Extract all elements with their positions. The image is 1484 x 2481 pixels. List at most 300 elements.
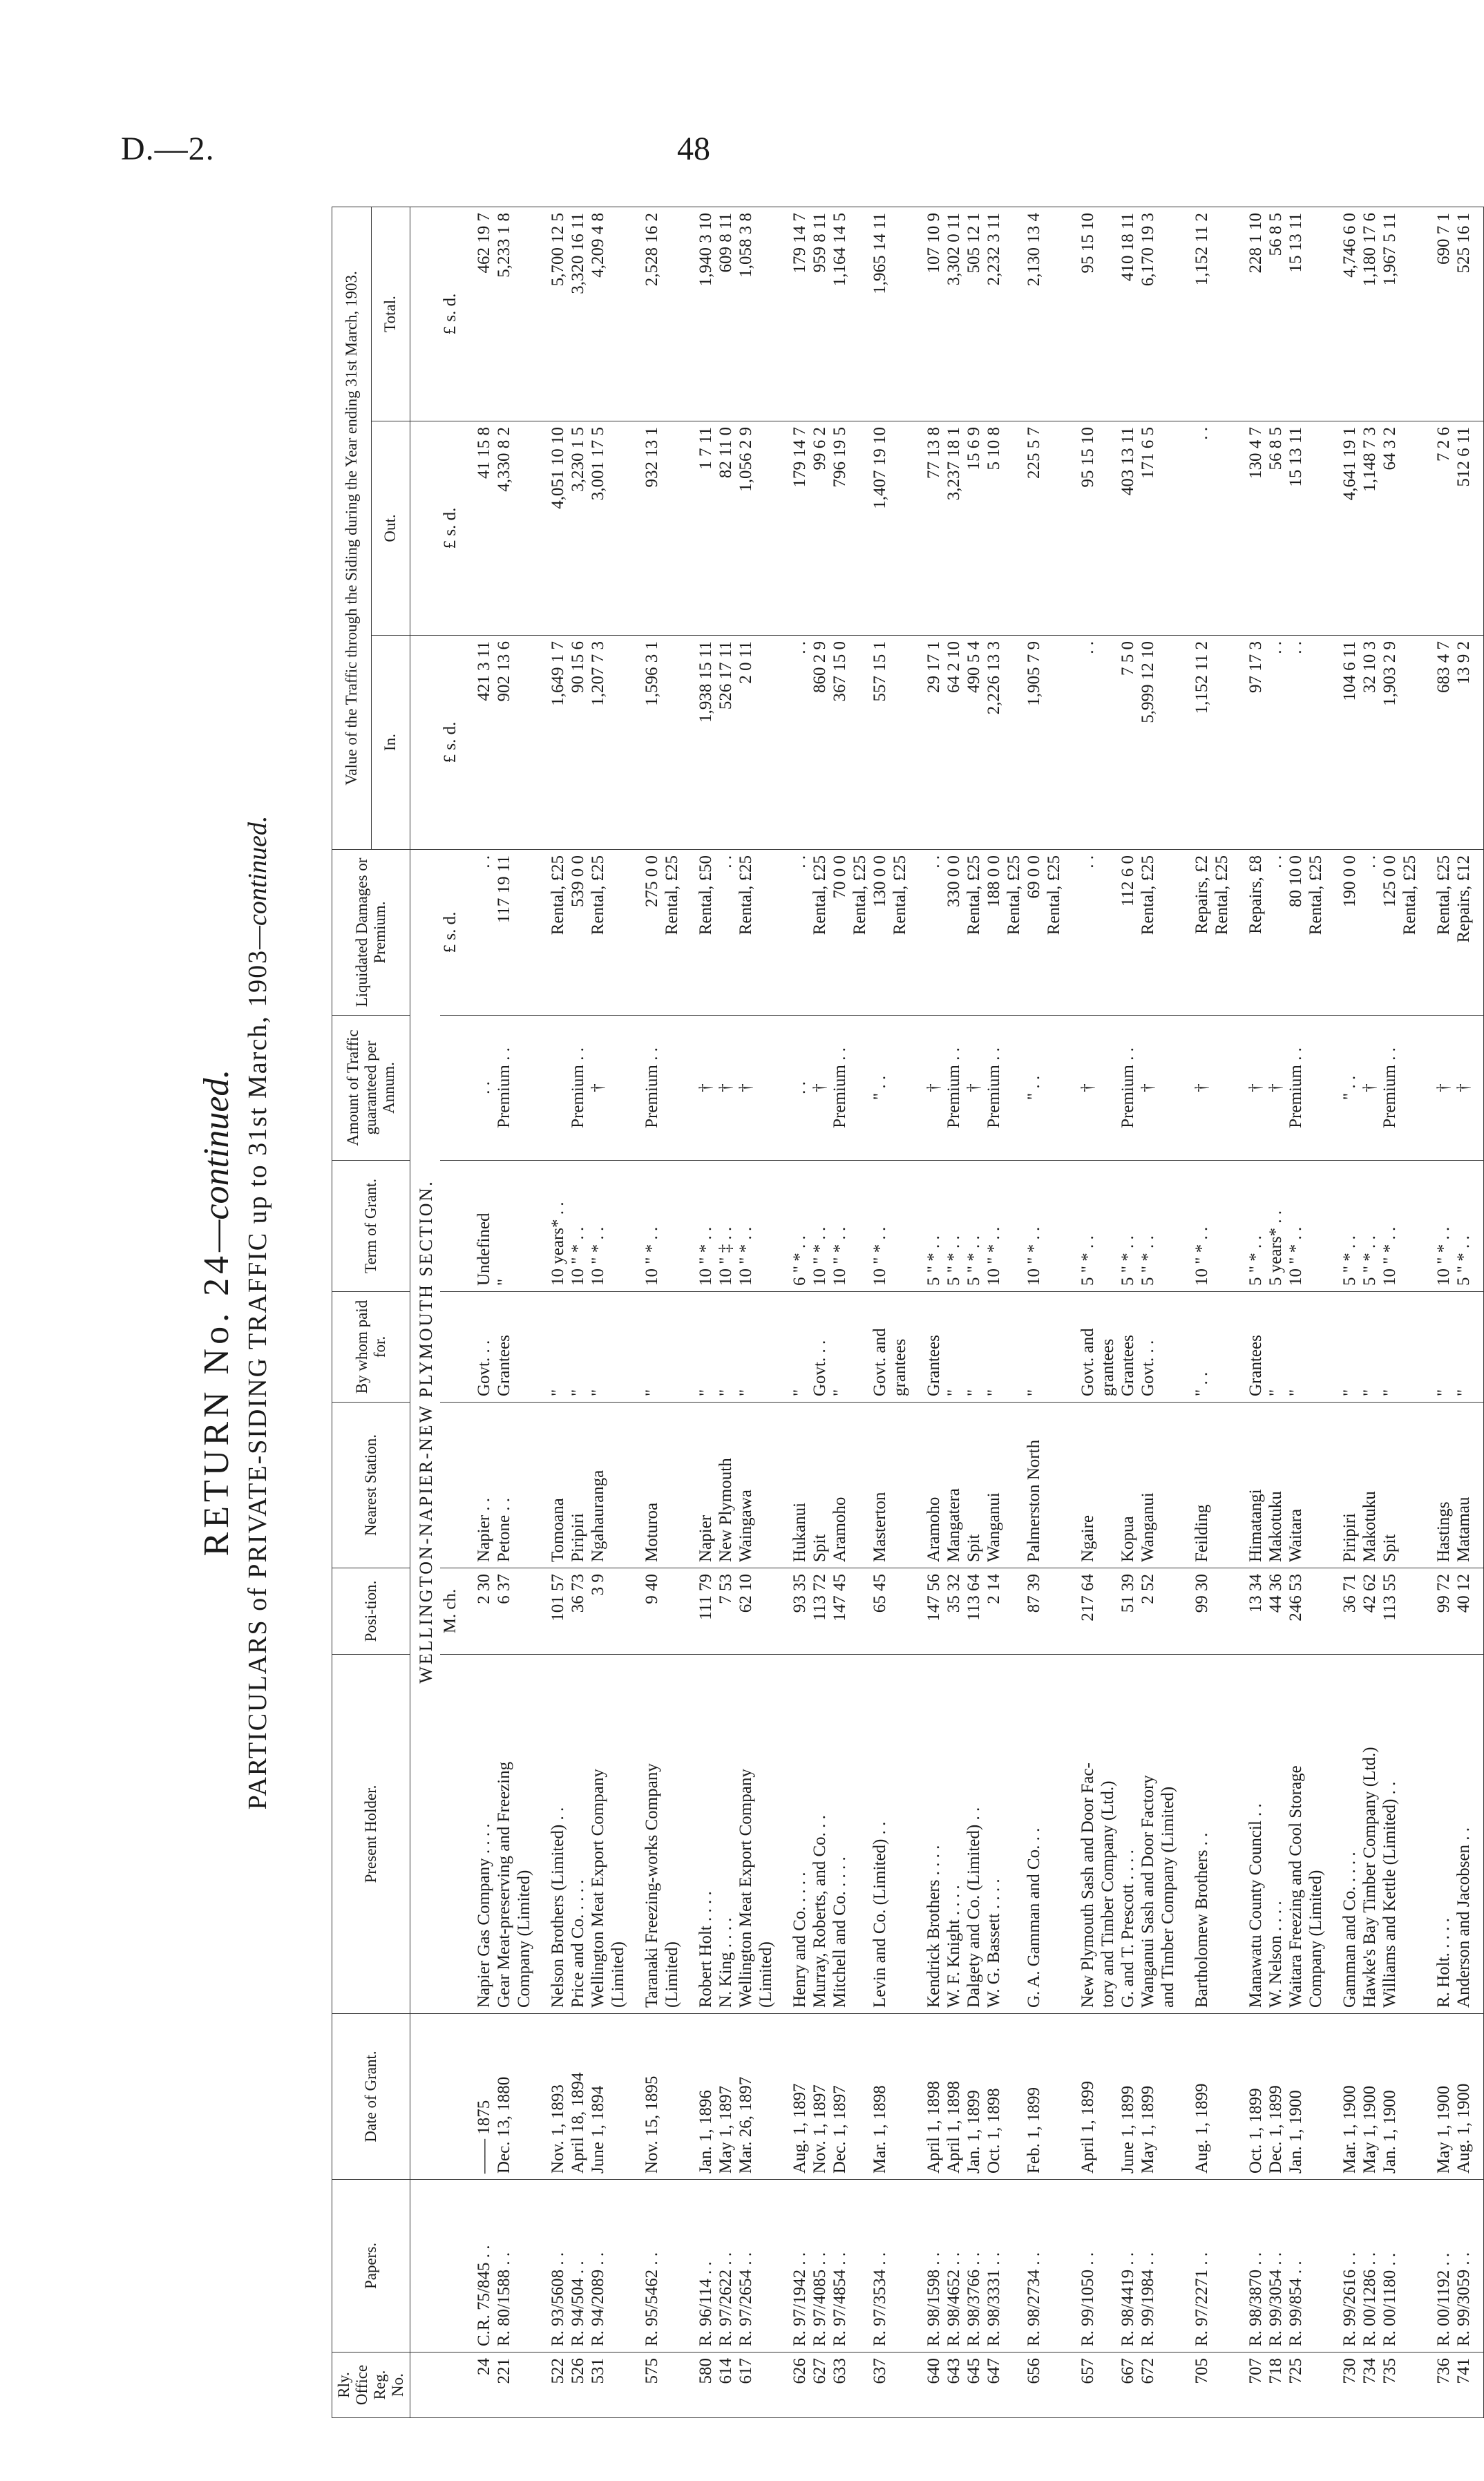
header-total: Total. [371, 207, 410, 421]
cell-nearest-station: Wanganui [984, 1403, 1004, 1568]
cell-papers: R. 98/4652 . . [944, 2180, 964, 2352]
cell-reg-no: 741 [1454, 2352, 1484, 2418]
cell-date-of-grant: Dec. 13, 1880 [494, 2014, 514, 2180]
cell-reg-no: 575 [628, 2352, 662, 2418]
cell-term-of-grant [1400, 1161, 1420, 1292]
cell-amount-guaranteed: † [1064, 1016, 1098, 1161]
cell-amount-guaranteed [1306, 1016, 1326, 1161]
cell-damages-or-premium: 112 6 0 [1118, 850, 1138, 1016]
cell-position: 147 45 [830, 1568, 850, 1655]
cell-term-of-grant: 10 " * . . [682, 1161, 716, 1292]
cell-value-out: 130 4 7 [1232, 421, 1266, 636]
cell-present-holder: (Limited) [608, 1655, 628, 2014]
cell-present-holder: Robert Holt . . . . [682, 1655, 716, 2014]
cell-present-holder [1400, 1655, 1420, 2014]
return-title [196, 207, 237, 2418]
cell-nearest-station [1400, 1403, 1420, 1568]
cell-term-of-grant [514, 1161, 534, 1292]
cell-date-of-grant [850, 2014, 870, 2180]
cell-position: 35 32 [944, 1568, 964, 1655]
cell-position: 93 35 [776, 1568, 810, 1655]
cell-value-total: 609 8 11 [716, 207, 736, 421]
cell-nearest-station: Himatangi [1232, 1403, 1266, 1568]
cell-value-total [1306, 207, 1326, 421]
cell-value-in: 29 17 1 [910, 636, 944, 850]
cell-paid-for: Grantees [1118, 1292, 1138, 1403]
cell-value-in: 557 15 1 [870, 636, 890, 850]
cell-value-out: . . [1178, 421, 1212, 636]
cell-value-in [1212, 636, 1232, 850]
cell-date-of-grant [608, 2014, 628, 2180]
cell-value-total: 1,967 5 11 [1380, 207, 1400, 421]
cell-value-in: 5,999 12 10 [1138, 636, 1158, 850]
table-row [1212, 207, 1232, 2417]
cell-reg-no: 667 [1118, 2352, 1138, 2418]
table-row [1326, 207, 1360, 2417]
cell-value-out [1098, 421, 1118, 636]
table-row [890, 207, 910, 2417]
cell-papers: R. 97/2622 . . [716, 2180, 736, 2352]
cell-damages-or-premium: Rental, £25 [1004, 850, 1024, 1016]
cell-reg-no [850, 2352, 870, 2418]
cell-term-of-grant [662, 1161, 682, 1292]
cell-damages-or-premium: 117 19 11 [494, 850, 514, 1016]
cell-reg-no: 522 [534, 2352, 568, 2418]
cell-value-in: 367 15 0 [830, 636, 850, 850]
cell-value-in: 683 4 7 [1420, 636, 1454, 850]
cell-date-of-grant [890, 2014, 910, 2180]
cell-present-holder: Murray, Roberts, and Co. . . [810, 1655, 830, 2014]
cell-paid-for: " [1266, 1292, 1286, 1403]
cell-date-of-grant [514, 2014, 534, 2180]
cell-damages-or-premium: Rental, £25 [1306, 850, 1326, 1016]
cell-paid-for: " . . [1178, 1292, 1212, 1403]
cell-reg-no: 735 [1380, 2352, 1400, 2418]
cell-papers: R. 94/504 . . [568, 2180, 588, 2352]
table-row [1306, 207, 1326, 2417]
cell-date-of-grant [1306, 2014, 1326, 2180]
table-row [1158, 207, 1178, 2417]
cell-reg-no [890, 2352, 910, 2418]
cell-value-out [756, 421, 776, 636]
cell-present-holder: G. and T. Prescott . . . . [1118, 1655, 1138, 2014]
cell-paid-for: Govt. and [870, 1292, 890, 1403]
cell-paid-for [514, 1292, 534, 1403]
cell-paid-for: Govt. and [1064, 1292, 1098, 1403]
cell-nearest-station: Ngaire [1064, 1403, 1098, 1568]
table-row [984, 207, 1004, 2417]
return-subtitle [242, 207, 273, 2418]
table-row [682, 207, 716, 2417]
cell-position [662, 1568, 682, 1655]
cell-paid-for: " [1326, 1292, 1360, 1403]
cell-value-in: 1,905 7 9 [1024, 636, 1044, 850]
cell-papers [1400, 2180, 1420, 2352]
header-term: Term of Grant. [332, 1161, 410, 1292]
cell-term-of-grant: 10 " * . . [736, 1161, 756, 1292]
cell-term-of-grant: 10 " * . . [830, 1161, 850, 1292]
cell-position: 147 56 [910, 1568, 944, 1655]
cell-date-of-grant: June 1, 1899 [1118, 2014, 1138, 2180]
cell-present-holder: Hawke's Bay Timber Company (Ltd.) [1360, 1655, 1380, 2014]
cell-value-total [1400, 207, 1420, 421]
cell-position [514, 1568, 534, 1655]
cell-present-holder: R. Holt. . . . . [1420, 1655, 1454, 2014]
cell-date-of-grant: April 1, 1899 [1064, 2014, 1098, 2180]
cell-position: 65 45 [870, 1568, 890, 1655]
cell-value-total [608, 207, 628, 421]
cell-value-in [1306, 636, 1326, 850]
cell-term-of-grant: 5 " * . . [1360, 1161, 1380, 1292]
table-row [460, 207, 494, 2417]
cell-damages-or-premium: 275 0 0 [628, 850, 662, 1016]
cell-present-holder: Wanganui Sash and Door Factory [1138, 1655, 1158, 2014]
cell-papers [514, 2180, 534, 2352]
cell-papers: R. 80/1588 . . [494, 2180, 514, 2352]
cell-damages-or-premium: . . [910, 850, 944, 1016]
cell-damages-or-premium: Rental, £25 [890, 850, 910, 1016]
cell-term-of-grant: 10 " * . . [1024, 1161, 1044, 1292]
cell-value-total: 410 18 11 [1118, 207, 1138, 421]
cell-amount-guaranteed: Premium . . [568, 1016, 588, 1161]
cell-damages-or-premium: Rental, £25 [534, 850, 568, 1016]
cell-value-total [1212, 207, 1232, 421]
cell-papers: R. 95/5462 . . [628, 2180, 662, 2352]
table-row [1024, 207, 1044, 2417]
cell-value-in: 13 9 2 [1454, 636, 1484, 850]
cell-paid-for [850, 1292, 870, 1403]
cell-amount-guaranteed: † [1178, 1016, 1212, 1161]
table-row [830, 207, 850, 2417]
cell-date-of-grant: Oct. 1, 1899 [1232, 2014, 1266, 2180]
cell-term-of-grant: 5 " * . . [964, 1161, 984, 1292]
table-row [1400, 207, 1420, 2417]
table-row [1118, 207, 1138, 2417]
cell-papers: R. 00/1180 . . [1380, 2180, 1400, 2352]
cell-position: 2 14 [984, 1568, 1004, 1655]
header-nearest-station: Nearest Station. [332, 1403, 410, 1568]
cell-reg-no [1212, 2352, 1232, 2418]
cell-nearest-station: Spit [810, 1403, 830, 1568]
header-position: Posi-tion. [332, 1568, 410, 1655]
cell-reg-no: 734 [1360, 2352, 1380, 2418]
cell-value-total: 56 8 5 [1266, 207, 1286, 421]
out-unit: £ s. d. [440, 421, 460, 636]
cell-nearest-station [1158, 1403, 1178, 1568]
cell-papers: R. 98/1598 . . [910, 2180, 944, 2352]
table-row [776, 207, 810, 2417]
cell-value-out [1158, 421, 1178, 636]
cell-position: 2 30 [460, 1568, 494, 1655]
cell-position: 111 79 [682, 1568, 716, 1655]
cell-value-in: 1,207 7 3 [588, 636, 608, 850]
cell-amount-guaranteed: † [810, 1016, 830, 1161]
cell-position: 101 57 [534, 1568, 568, 1655]
cell-term-of-grant: 5 " * . . [1232, 1161, 1266, 1292]
cell-present-holder: N. King . . . . [716, 1655, 736, 2014]
cell-damages-or-premium: Rental, £25 [810, 850, 830, 1016]
table-row [1286, 207, 1306, 2417]
cell-value-out: 1,148 7 3 [1360, 421, 1380, 636]
cell-value-total: 1,152 11 2 [1178, 207, 1212, 421]
section-title: WELLINGTON-NAPIER-NEW PLYMOUTH SECTION. [410, 850, 441, 2014]
cell-value-in: 104 6 11 [1326, 636, 1360, 850]
cell-papers: R. 97/4085 . . [810, 2180, 830, 2352]
rotated-table-frame [193, 207, 1473, 2418]
cell-value-total: 1,164 14 5 [830, 207, 850, 421]
cell-position [608, 1568, 628, 1655]
cell-present-holder: Nelson Brothers (Limited) . . [534, 1655, 568, 2014]
cell-amount-guaranteed [1212, 1016, 1232, 1161]
cell-papers: R. 00/1286 . . [1360, 2180, 1380, 2352]
cell-position: 2 52 [1138, 1568, 1158, 1655]
cell-value-out: 5 10 8 [984, 421, 1004, 636]
cell-value-in: 97 17 3 [1232, 636, 1266, 850]
cell-present-holder [890, 1655, 910, 2014]
cell-damages-or-premium: 330 0 0 [944, 850, 964, 1016]
cell-value-out: 1 7 11 [682, 421, 716, 636]
cell-paid-for [756, 1292, 776, 1403]
cell-reg-no: 736 [1420, 2352, 1454, 2418]
cell-value-out: 225 5 7 [1024, 421, 1044, 636]
page-identifier: D.—2. [121, 131, 215, 167]
cell-value-in: 1,649 1 7 [534, 636, 568, 850]
cell-value-in: 7 5 0 [1118, 636, 1138, 850]
cell-date-of-grant: May 1, 1897 [716, 2014, 736, 2180]
cell-amount-guaranteed: † [910, 1016, 944, 1161]
cell-paid-for [1044, 1292, 1064, 1403]
cell-present-holder: Anderson and Jacobsen . . [1454, 1655, 1484, 2014]
cell-reg-no: 643 [944, 2352, 964, 2418]
cell-value-total [756, 207, 776, 421]
cell-term-of-grant: 5 " * . . [1454, 1161, 1484, 1292]
cell-present-holder: Wellington Meat Export Company [588, 1655, 608, 2014]
cell-position: 113 72 [810, 1568, 830, 1655]
cell-reg-no: 626 [776, 2352, 810, 2418]
table-row [608, 207, 628, 2417]
cell-date-of-grant: Aug. 1, 1899 [1178, 2014, 1212, 2180]
return-subtitle-continued: —continued. [243, 815, 272, 949]
cell-position: 51 39 [1118, 1568, 1138, 1655]
cell-nearest-station [756, 1403, 776, 1568]
cell-value-total: 4,746 6 0 [1326, 207, 1360, 421]
cell-amount-guaranteed: † [964, 1016, 984, 1161]
cell-nearest-station: Mangatera [944, 1403, 964, 1568]
cell-position [1044, 1568, 1064, 1655]
cell-amount-guaranteed: † [588, 1016, 608, 1161]
cell-position: 9 40 [628, 1568, 662, 1655]
cell-value-in: 902 13 6 [494, 636, 514, 850]
cell-reg-no [608, 2352, 628, 2418]
cell-nearest-station [1044, 1403, 1064, 1568]
cell-papers: R. 99/1984 . . [1138, 2180, 1158, 2352]
cell-date-of-grant: Nov. 15, 1895 [628, 2014, 662, 2180]
cell-date-of-grant: May 1, 1900 [1360, 2014, 1380, 2180]
cell-date-of-grant [756, 2014, 776, 2180]
cell-value-total: 505 12 1 [964, 207, 984, 421]
table-row [534, 207, 568, 2417]
cell-value-total: 525 16 1 [1454, 207, 1484, 421]
cell-value-out [890, 421, 910, 636]
cell-nearest-station: Makotuku [1360, 1403, 1380, 1568]
cell-value-in: 64 2 10 [944, 636, 964, 850]
cell-date-of-grant [1158, 2014, 1178, 2180]
cell-value-out: 932 13 1 [628, 421, 662, 636]
cell-nearest-station: Spit [1380, 1403, 1400, 1568]
header-present-holder: Present Holder. [332, 1655, 410, 2014]
cell-damages-or-premium: . . [460, 850, 494, 1016]
cell-value-out [662, 421, 682, 636]
cell-position: 40 12 [1454, 1568, 1484, 1655]
cell-reg-no [1044, 2352, 1064, 2418]
cell-date-of-grant [1212, 2014, 1232, 2180]
cell-damages-or-premium: 539 0 0 [568, 850, 588, 1016]
table-row [1044, 207, 1064, 2417]
cell-damages-or-premium: Rental, £25 [588, 850, 608, 1016]
cell-damages-or-premium: . . [1360, 850, 1380, 1016]
cell-damages-or-premium: 190 0 0 [1326, 850, 1360, 1016]
cell-value-out [1306, 421, 1326, 636]
cell-date-of-grant: Jan. 1, 1899 [964, 2014, 984, 2180]
cell-nearest-station: Aramoho [830, 1403, 850, 1568]
cell-present-holder: Wellington Meat Export Company [736, 1655, 756, 2014]
cell-term-of-grant: 10 " * . . [1420, 1161, 1454, 1292]
page-number: 48 [677, 131, 710, 167]
cell-reg-no [1306, 2352, 1326, 2418]
cell-reg-no: 617 [736, 2352, 756, 2418]
cell-position: 87 39 [1024, 1568, 1044, 1655]
cell-papers: R. 98/3870 . . [1232, 2180, 1266, 2352]
cell-papers: R. 99/854 . . [1286, 2180, 1306, 2352]
cell-value-in [514, 636, 534, 850]
cell-nearest-station: Wanganui [1138, 1403, 1158, 1568]
cell-present-holder: W. Nelson . . . . [1266, 1655, 1286, 2014]
cell-papers [608, 2180, 628, 2352]
table-row [662, 207, 682, 2417]
cell-nearest-station: Spit [964, 1403, 984, 1568]
cell-position: 113 55 [1380, 1568, 1400, 1655]
cell-papers: C.R. 75/845 . . [460, 2180, 494, 2352]
cell-date-of-grant: April 18, 1894 [568, 2014, 588, 2180]
cell-value-out: 4,641 19 1 [1326, 421, 1360, 636]
cell-papers: R. 93/5608 . . [534, 2180, 568, 2352]
cell-papers: R. 99/3059 . . [1454, 2180, 1484, 2352]
cell-position [1400, 1568, 1420, 1655]
cell-term-of-grant: 10 " * . . [1380, 1161, 1400, 1292]
cell-papers: R. 97/4854 . . [830, 2180, 850, 2352]
cell-date-of-grant [1004, 2014, 1024, 2180]
cell-reg-no [1158, 2352, 1178, 2418]
cell-reg-no [1004, 2352, 1024, 2418]
cell-nearest-station [514, 1403, 534, 1568]
cell-present-holder: and Timber Company (Limited) [1158, 1655, 1178, 2014]
cell-value-total [662, 207, 682, 421]
cell-papers: R. 99/2616 . . [1326, 2180, 1360, 2352]
cell-term-of-grant: 5 " * . . [944, 1161, 964, 1292]
cell-amount-guaranteed: " . . [1326, 1016, 1360, 1161]
cell-nearest-station [1212, 1403, 1232, 1568]
cell-damages-or-premium: . . [1266, 850, 1286, 1016]
cell-term-of-grant: 10 " * . . [1178, 1161, 1212, 1292]
cell-term-of-grant [608, 1161, 628, 1292]
cell-papers: R. 98/4419 . . [1118, 2180, 1138, 2352]
cell-amount-guaranteed [1044, 1016, 1064, 1161]
cell-present-holder: Mitchell and Co. . . . . [830, 1655, 850, 2014]
cell-position: 7 53 [716, 1568, 736, 1655]
cell-value-in [662, 636, 682, 850]
cell-term-of-grant: 5 years* . . [1266, 1161, 1286, 1292]
cell-nearest-station [662, 1403, 682, 1568]
table-row [568, 207, 588, 2417]
cell-position: 217 64 [1064, 1568, 1098, 1655]
cell-date-of-grant: April 1, 1898 [944, 2014, 964, 2180]
cell-nearest-station: Napier . . [460, 1403, 494, 1568]
cell-nearest-station: Palmerston North [1024, 1403, 1044, 1568]
cell-value-total: 6,170 19 3 [1138, 207, 1158, 421]
cell-papers: R. 00/1192 . . [1420, 2180, 1454, 2352]
cell-amount-guaranteed [534, 1016, 568, 1161]
cell-date-of-grant: Nov. 1, 1893 [534, 2014, 568, 2180]
cell-amount-guaranteed: † [1454, 1016, 1484, 1161]
cell-paid-for: Grantees [494, 1292, 514, 1403]
cell-value-out: 41 15 8 [460, 421, 494, 636]
cell-value-out [608, 421, 628, 636]
cell-date-of-grant: —— 1875 [460, 2014, 494, 2180]
cell-value-total [1158, 207, 1178, 421]
cell-papers: R. 96/114 . . [682, 2180, 716, 2352]
cell-nearest-station: New Plymouth [716, 1403, 736, 1568]
cell-date-of-grant: Jan. 1, 1896 [682, 2014, 716, 2180]
cell-term-of-grant [850, 1161, 870, 1292]
table-row [964, 207, 984, 2417]
table-row [850, 207, 870, 2417]
cell-paid-for [608, 1292, 628, 1403]
cell-position [756, 1568, 776, 1655]
cell-damages-or-premium: Rental, £25 [1138, 850, 1158, 1016]
cell-term-of-grant [1212, 1161, 1232, 1292]
cell-paid-for: " [830, 1292, 850, 1403]
cell-value-total [1098, 207, 1118, 421]
cell-nearest-station: Piripiri [1326, 1403, 1360, 1568]
cell-damages-or-premium: Rental, £25 [850, 850, 870, 1016]
cell-position: 99 30 [1178, 1568, 1212, 1655]
cell-reg-no: 580 [682, 2352, 716, 2418]
cell-damages-or-premium: Rental, £25 [662, 850, 682, 1016]
cell-position [850, 1568, 870, 1655]
header-liquidated-damages: Liquidated Damages or Premium. [332, 850, 410, 1016]
section-row [410, 207, 441, 2417]
cell-position: 13 34 [1232, 1568, 1266, 1655]
cell-paid-for: Grantees [1232, 1292, 1266, 1403]
cell-reg-no: 718 [1266, 2352, 1286, 2418]
cell-nearest-station [1098, 1403, 1118, 1568]
cell-amount-guaranteed [608, 1016, 628, 1161]
cell-amount-guaranteed: † [1266, 1016, 1286, 1161]
table-row [1098, 207, 1118, 2417]
cell-value-out: 796 19 5 [830, 421, 850, 636]
cell-value-out [1400, 421, 1420, 636]
cell-value-out: 171 6 5 [1138, 421, 1158, 636]
cell-amount-guaranteed: † [716, 1016, 736, 1161]
cell-position: 6 37 [494, 1568, 514, 1655]
cell-present-holder: Levin and Co. (Limited) . . [870, 1655, 890, 2014]
cell-value-total: 5,233 1 8 [494, 207, 514, 421]
cell-reg-no: 633 [830, 2352, 850, 2418]
cell-papers: R. 98/2734 . . [1024, 2180, 1044, 2352]
cell-paid-for [1306, 1292, 1326, 1403]
cell-damages-or-premium: Repairs, £12 [1454, 850, 1484, 1016]
cell-term-of-grant [756, 1161, 776, 1292]
